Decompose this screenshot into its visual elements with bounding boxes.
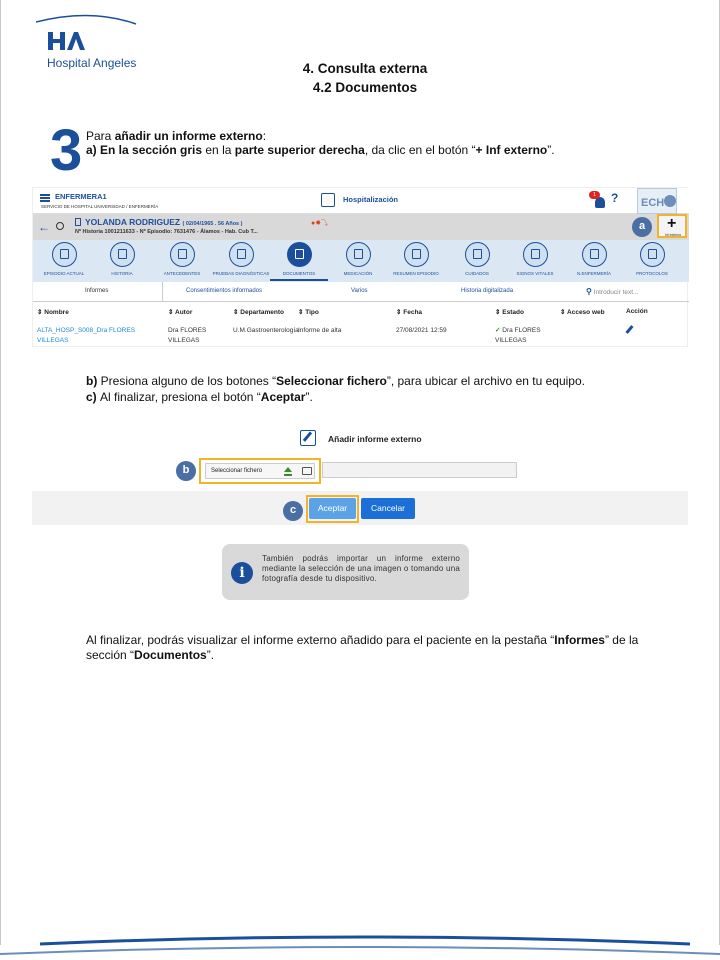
globe-icon <box>664 195 676 207</box>
search-icon: ⚲ <box>586 287 592 296</box>
document-icon <box>75 218 81 226</box>
tab-pruebas-diagnosticas[interactable]: PRUEBAS DIAGNÓSTICAS <box>210 242 272 276</box>
upload-icon[interactable] <box>284 467 292 472</box>
tab-n-enfermeria[interactable]: N.ENFERMERÍA <box>563 242 625 276</box>
module-title: Hospitalización <box>343 195 399 204</box>
col-autor[interactable]: ⇕ Autor <box>168 309 193 316</box>
select-file-highlight <box>199 458 321 484</box>
cancel-button[interactable]: Cancelar <box>361 498 415 519</box>
step-instructions: Para añadir un informe externo: a) En la sección gris en la parte superior derecha, da clic en el botón “+ Inf externo”. <box>86 129 555 157</box>
tab-documentos[interactable]: DOCUMENTOS <box>268 242 330 276</box>
step-c-text: c) Al finalizar, presiona el botón “Aceptar”. <box>86 390 313 404</box>
add-external-report-button[interactable] <box>657 214 687 238</box>
tab-cuidados[interactable]: CUIDADOS <box>446 242 508 276</box>
back-arrow-icon[interactable]: ← <box>38 220 50 234</box>
lightbulb-icon[interactable] <box>56 222 64 230</box>
patient-info: Nº Historia 1001211633 - Nº Episodio: 7631476 - Álamos - Hab. Cub T... <box>75 229 258 235</box>
file-name-field <box>322 462 517 478</box>
tab-antecedentes[interactable]: ANTECEDENTES <box>151 242 213 276</box>
info-text: También podrás importar un informe externo mediante la selección de una imagen o tomando una fotografía desde tu dispositivo. <box>262 554 460 583</box>
dialog-title: Añadir informe externo <box>328 434 422 444</box>
notification-badge: 1 <box>589 191 600 199</box>
tab-resumen-episodio[interactable]: RESUMEN EPISODIO <box>385 242 447 276</box>
tab-medicacion[interactable]: MEDICACIÓN <box>327 242 389 276</box>
row-nombre[interactable]: ALTA_HOSP_S008_Dra FLORES VILLEGAS <box>37 327 136 344</box>
subtab-varios[interactable]: Varios <box>351 288 368 294</box>
camera-icon[interactable] <box>302 467 312 475</box>
document-subtabs <box>33 282 689 302</box>
row-fecha: 27/08/2021 12:59 <box>396 327 447 334</box>
dialog-footer <box>32 491 688 525</box>
add-external-report-label: Inf externo <box>664 233 682 237</box>
ech-logo: ECH <box>637 188 677 214</box>
left-border <box>0 0 1 945</box>
row-departamento: U.M.Gastroenterología <box>233 327 299 334</box>
signed-icon: ✓ <box>495 327 501 334</box>
footer-swoosh <box>0 932 720 960</box>
row-estado: ✓ Dra FLORES VILLEGAS <box>495 327 541 344</box>
info-note <box>222 544 469 600</box>
tab-signos-vitales[interactable]: SIGNOS VITALES <box>504 242 566 276</box>
patient-bar <box>33 214 689 240</box>
page-title: 4. Consulta externa <box>302 61 428 76</box>
main-tabs <box>33 240 689 282</box>
tab-episodio-actual[interactable]: EPISODIO ACTUAL <box>33 242 95 276</box>
final-text: Al finalizar, podrás visualizar el informe externo añadido para el paciente en la pestaña “Informes” de la sección “Documentos”. <box>86 633 639 662</box>
alert-icons: ●✸⤵ <box>311 220 329 227</box>
page-subtitle: 4.2 Documentos <box>312 80 418 95</box>
plus-icon: + <box>667 215 677 232</box>
tab-protocolos[interactable]: PROTOCOLOS <box>621 242 683 276</box>
step-number: 3 <box>50 118 83 183</box>
row-tipo: Informe de alta <box>298 327 342 334</box>
badge-b: b <box>176 461 196 481</box>
select-file-button[interactable]: Seleccionar fichero <box>205 463 315 479</box>
col-nombre[interactable]: ⇕ Nombre <box>37 309 69 316</box>
user-name: ENFERMERA1 <box>55 192 107 201</box>
hospital-icon <box>321 193 335 207</box>
step-b-text: b) Presiona alguno de los botones “Seleccionar fichero”, para ubicar el archivo en tu equipo. <box>86 374 585 388</box>
row-autor: Dra FLORES VILLEGAS <box>168 327 207 344</box>
col-estado[interactable]: ⇕ Estado <box>495 309 524 316</box>
service-name: SERVICIO DE HOSPITAL UNIVERSIDAD / ENFERMERÍA <box>41 204 159 209</box>
subtab-consentimientos[interactable]: Consentimientos informados <box>186 288 263 294</box>
col-fecha[interactable]: ⇕ Fecha <box>396 309 423 316</box>
brand-name: Hospital Angeles <box>47 56 137 70</box>
col-acceso-web[interactable]: ⇕ Acceso web <box>560 309 605 316</box>
app-screenshot <box>32 187 688 347</box>
app-header <box>33 188 689 214</box>
col-departamento[interactable]: ⇕ Departamento <box>233 309 284 316</box>
search-input[interactable]: ⚲ Introducir text... <box>586 287 639 296</box>
edit-document-icon <box>300 430 316 446</box>
info-icon: i <box>231 562 253 584</box>
badge-a: a <box>632 217 652 237</box>
col-accion: Acción <box>626 308 648 315</box>
subtab-historia-digitalizada[interactable]: Historia digitalizada <box>461 288 514 294</box>
menu-icon[interactable] <box>40 194 50 202</box>
edit-pencil-icon[interactable] <box>625 325 633 334</box>
help-icon[interactable]: ? <box>611 191 619 205</box>
accept-button[interactable]: Aceptar <box>309 498 356 519</box>
col-tipo[interactable]: ⇕ Tipo <box>298 309 319 316</box>
tab-historia[interactable]: HISTORIA <box>91 242 153 276</box>
badge-c: c <box>283 501 303 521</box>
subtab-informes[interactable]: Informes <box>85 288 109 294</box>
patient-name: YOLANDA RODRIGUEZ ( 02/04/1965 . 56 Años ) <box>85 217 243 227</box>
